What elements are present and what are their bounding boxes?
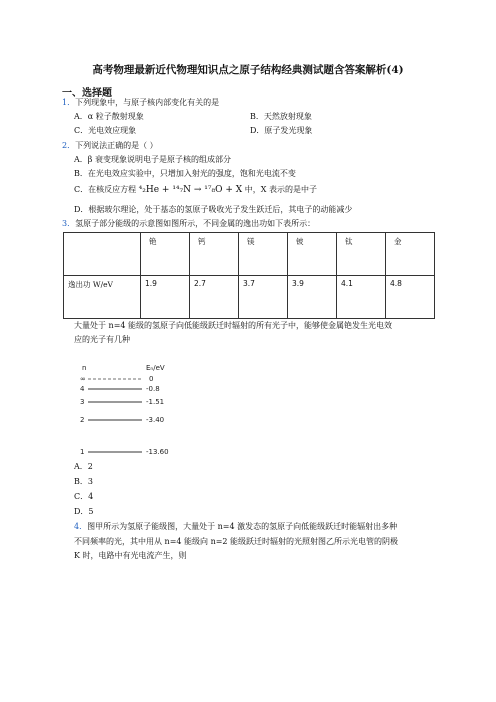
diagram-energy-header: Eₙ/eV [146,364,165,372]
table-row [64,276,435,319]
q2-option-a: A．β 衰变现象说明电子是原子核的组成部分 [74,155,231,164]
q2-option-c [74,185,317,195]
table-cell: 3.9 [288,276,337,319]
level-n: 3 [80,398,85,406]
level-energy: -13.60 [146,448,169,456]
table-cell: 钛 [337,233,386,276]
q3-option-b: B．3 [74,477,93,486]
q1-option-a: A．α 粒子散射现象 [74,112,144,121]
question-number: 3． [62,219,76,228]
table-cell: 铍 [288,233,337,276]
page-title: 高考物理最新近代物理知识点之原子结构经典测试题含答案解析(4) [92,64,404,76]
question-number: 2． [62,141,76,150]
question-stem: 下列说法正确的是（ ） [75,141,158,150]
option-text: C．在核反应方程 [74,185,137,194]
q1-option-d: D．原子发光现象 [250,126,313,135]
q3-option-c: C．4 [74,492,94,501]
q3-text-line-1: 大量处于 n=4 能级的氢原子向低能级跃迁时辐射的所有光子中，能够使金属铯发生光电效 [74,321,393,330]
q2-option-d: D．根据玻尔理论，处于基态的氢原子吸收光子发生跃迁后，其电子的动能减少 [74,205,353,214]
table-cell: 金 [386,233,435,276]
level-n: 2 [80,416,85,424]
level-energy: -3.40 [146,416,165,424]
question-number: 4． [74,522,88,531]
q3-option-a: A．2 [74,462,93,471]
q3-option-d: D．5 [74,507,94,516]
question-stem: 氢原子部分能级的示意图如图所示，不同金属的逸出功如下表所示： [75,219,316,228]
q1-option-b: B．天然放射现象 [250,112,312,121]
diagram-n-header: n [82,364,87,372]
level-energy: -0.8 [146,385,160,393]
nuclear-equation: ⁴₂He + ¹⁴₇N → ¹⁷₈O + X [138,185,243,195]
q4-text-line-3: K 时，电路中有光电流产生，则 [74,551,187,560]
level-n: 1 [80,448,85,456]
level-n: 4 [80,385,85,393]
table-cell: 4.8 [386,276,435,319]
q3-text-line-2: 应的光子有几种 [74,335,130,344]
question-text-line: 图甲所示为氢原子能级图，大量处于 n=4 激发态的氢原子向低能级跃迁时能辐射出多种 [87,522,398,531]
table-cell: 1.9 [141,276,190,319]
table-cell: 钙 [190,233,239,276]
question-4 [74,522,397,532]
table-cell: 4.1 [337,276,386,319]
question-1 [62,98,219,108]
energy-level-diagram [74,362,194,462]
table-header-row [64,233,435,276]
table-cell: 铯 [141,233,190,276]
level-energy: -1.51 [146,398,165,406]
question-number: 1． [62,98,76,107]
option-text: 中，X 表示的是中子 [244,185,317,194]
table-cell: 3.7 [239,276,288,319]
table-cell: 逸出功 W/eV [64,276,141,319]
question-stem: 下列现象中，与原子核内部变化有关的是 [75,98,220,107]
work-function-table [63,232,435,319]
section-heading: 一、选择题 [62,88,112,99]
q1-option-c: C．光电效应现象 [74,126,137,135]
table-cell: 2.7 [190,276,239,319]
level-energy: 0 [149,375,154,383]
question-2 [62,141,158,151]
q2-option-b: B．在光电效应实验中，只增加入射光的强度，饱和光电流不变 [74,169,296,178]
q4-text-line-2: 不同频率的光，其中用从 n=4 能级向 n=2 能级跃迁时辐射的光照射图乙所示光电管的阴极 [74,537,399,546]
table-cell: 镁 [239,233,288,276]
table-cell [64,233,141,276]
question-3 [62,219,315,229]
level-n: ∞ [80,375,86,383]
